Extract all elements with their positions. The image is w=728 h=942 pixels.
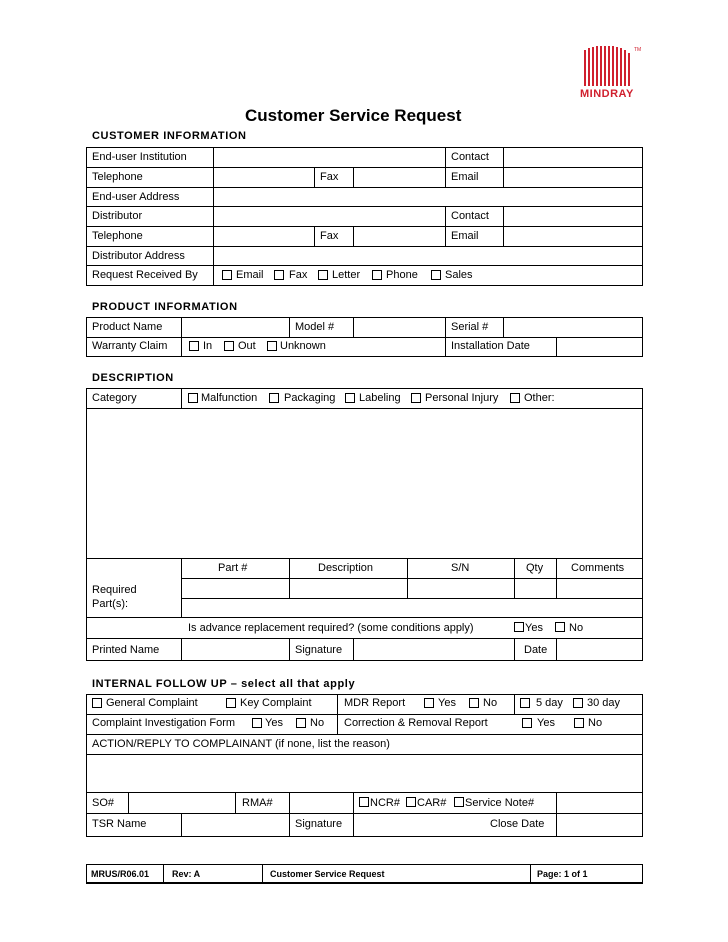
service-note-label: Service Note# <box>465 797 535 809</box>
request-received-by-label: Request Received By <box>92 269 198 281</box>
five-day-checkbox[interactable] <box>520 698 530 708</box>
distributor-telephone-field[interactable] <box>215 228 313 245</box>
ncr-checkbox[interactable] <box>359 797 369 807</box>
category-personal-injury-label: Personal Injury <box>425 392 499 404</box>
followup-signature-field[interactable] <box>355 815 483 836</box>
received-email-label: Email <box>236 269 264 281</box>
received-phone-checkbox[interactable] <box>372 270 382 280</box>
enduser-email-field[interactable] <box>505 169 641 186</box>
mdr-yes-label: Yes <box>438 697 456 709</box>
thirty-day-checkbox[interactable] <box>573 698 583 708</box>
enduser-address-field[interactable] <box>215 189 641 205</box>
category-malfunction-checkbox[interactable] <box>188 393 198 403</box>
product-info-heading: PRODUCT INFORMATION <box>92 301 238 313</box>
product-name-label: Product Name <box>92 321 163 333</box>
part-comments-header: Comments <box>571 562 625 574</box>
printed-name-field[interactable] <box>183 640 288 660</box>
warranty-claim-label: Warranty Claim <box>92 340 168 352</box>
enduser-fax-label: Fax <box>320 171 339 183</box>
distributor-fax-label: Fax <box>320 230 339 242</box>
serial-field[interactable] <box>505 319 641 336</box>
enduser-institution-label: End-user Institution <box>92 151 187 163</box>
category-label: Category <box>92 392 137 404</box>
customer-info-heading: CUSTOMER INFORMATION <box>92 130 247 142</box>
rma-label: RMA# <box>242 797 273 809</box>
distributor-address-field[interactable] <box>215 248 641 264</box>
warranty-unknown-label: Unknown <box>280 340 326 352</box>
installation-date-field[interactable] <box>558 339 641 356</box>
general-complaint-checkbox[interactable] <box>92 698 102 708</box>
warranty-unknown-checkbox[interactable] <box>267 341 277 351</box>
so-label: SO# <box>92 797 115 809</box>
so-field[interactable] <box>130 794 234 812</box>
part-description-header: Description <box>318 562 374 574</box>
investigation-yes-checkbox[interactable] <box>252 718 262 728</box>
warranty-in-label: In <box>203 340 213 352</box>
advance-no-label: No <box>569 622 584 634</box>
action-reply-field[interactable] <box>88 756 641 791</box>
part-sn-header: S/N <box>451 562 470 574</box>
key-complaint-label: Key Complaint <box>240 697 312 709</box>
footer-revision: Rev: A <box>172 869 201 879</box>
mdr-no-label: No <box>483 697 498 709</box>
product-name-field[interactable] <box>183 319 288 336</box>
part-row-1[interactable] <box>183 580 641 597</box>
correction-removal-label: Correction & Removal Report <box>344 717 488 729</box>
printed-name-label: Printed Name <box>92 644 160 656</box>
warranty-in-checkbox[interactable] <box>189 341 199 351</box>
warranty-out-label: Out <box>238 340 256 352</box>
part-number-header: Part # <box>218 562 248 574</box>
ncr-label: NCR# <box>370 797 400 809</box>
thirty-day-label: 30 day <box>587 697 621 709</box>
distributor-address-label: Distributor Address <box>92 250 185 262</box>
description-text-area[interactable] <box>88 410 641 556</box>
investigation-no-checkbox[interactable] <box>296 718 306 728</box>
received-fax-checkbox[interactable] <box>274 270 284 280</box>
correction-yes-label: Yes <box>537 717 555 729</box>
required-parts-label-line1: Required <box>92 584 137 596</box>
page-title: Customer Service Request <box>245 106 462 125</box>
footer-doc-number: MRUS/R06.01 <box>91 869 150 879</box>
advance-yes-checkbox[interactable] <box>514 622 524 632</box>
close-date-field[interactable] <box>558 815 641 836</box>
correction-yes-checkbox[interactable] <box>522 718 532 728</box>
distributor-email-field[interactable] <box>505 228 641 245</box>
mindray-logo <box>576 44 640 102</box>
distributor-telephone-label: Telephone <box>92 230 143 242</box>
category-malfunction-label: Malfunction <box>201 392 258 404</box>
logo-tm: TM <box>634 47 642 53</box>
distributor-email-label: Email <box>451 230 479 242</box>
received-phone-label: Phone <box>386 269 418 281</box>
car-label: CAR# <box>417 797 447 809</box>
warranty-out-checkbox[interactable] <box>224 341 234 351</box>
general-complaint-label: General Complaint <box>106 697 198 709</box>
tsr-name-field[interactable] <box>183 815 288 836</box>
category-personal-injury-checkbox[interactable] <box>411 393 421 403</box>
part-row-2[interactable] <box>183 600 641 616</box>
rma-field[interactable] <box>291 794 352 812</box>
part-qty-header: Qty <box>526 562 544 574</box>
signature-label: Signature <box>295 644 343 656</box>
received-fax-label: Fax <box>289 269 308 281</box>
investigation-yes-label: Yes <box>265 717 283 729</box>
logo-brand: MINDRAY <box>580 88 634 100</box>
investigation-no-label: No <box>310 717 325 729</box>
date-label: Date <box>524 644 548 656</box>
correction-no-label: No <box>588 717 603 729</box>
followup-signature-label: Signature <box>295 818 343 830</box>
advance-yes-label: Yes <box>525 622 543 634</box>
five-day-label: 5 day <box>536 697 563 709</box>
mdr-report-label: MDR Report <box>344 697 406 709</box>
mdr-yes-checkbox[interactable] <box>424 698 434 708</box>
enduser-contact-field[interactable] <box>505 149 641 166</box>
enduser-institution-field[interactable] <box>215 149 444 166</box>
description-heading: DESCRIPTION <box>92 372 174 384</box>
distributor-label: Distributor <box>92 210 143 222</box>
service-note-checkbox[interactable] <box>454 797 464 807</box>
mdr-no-checkbox[interactable] <box>469 698 479 708</box>
date-field[interactable] <box>558 640 641 660</box>
internal-followup-heading: INTERNAL FOLLOW UP – select all that apply <box>92 678 356 690</box>
received-letter-label: Letter <box>332 269 361 281</box>
car-checkbox[interactable] <box>406 797 416 807</box>
enduser-contact-label: Contact <box>451 151 489 163</box>
category-packaging-checkbox[interactable] <box>269 393 279 403</box>
category-other-checkbox[interactable] <box>510 393 520 403</box>
enduser-address-label: End-user Address <box>92 191 180 203</box>
category-packaging-label: Packaging <box>284 392 336 404</box>
received-email-checkbox[interactable] <box>222 270 232 280</box>
action-reply-label: ACTION/REPLY TO COMPLAINANT (if none, list the reason) <box>92 738 390 750</box>
category-labeling-checkbox[interactable] <box>345 393 355 403</box>
distributor-contact-label: Contact <box>451 210 489 222</box>
category-labeling-label: Labeling <box>359 392 401 404</box>
tsr-name-label: TSR Name <box>92 818 147 830</box>
logo-barcode-icon <box>576 44 640 90</box>
received-letter-checkbox[interactable] <box>318 270 328 280</box>
advance-replacement-question: Is advance replacement required? (some conditions apply) <box>188 622 474 634</box>
enduser-email-label: Email <box>451 171 479 183</box>
model-field[interactable] <box>355 319 444 336</box>
complaint-investigation-label: Complaint Investigation Form <box>92 717 236 729</box>
category-other-label: Other: <box>524 392 555 404</box>
footer-page: Page: 1 of 1 <box>537 869 588 879</box>
distributor-fax-field[interactable] <box>355 228 444 245</box>
advance-no-checkbox[interactable] <box>555 622 565 632</box>
enduser-telephone-field[interactable] <box>215 169 313 186</box>
received-sales-checkbox[interactable] <box>431 270 441 280</box>
distributor-field[interactable] <box>215 208 444 225</box>
footer-doc-title: Customer Service Request <box>270 869 385 879</box>
model-label: Model # <box>295 321 335 333</box>
distributor-contact-field[interactable] <box>505 208 641 225</box>
correction-no-checkbox[interactable] <box>574 718 584 728</box>
enduser-fax-field[interactable] <box>355 169 444 186</box>
enduser-telephone-label: Telephone <box>92 171 143 183</box>
required-parts-label-line2: Part(s): <box>92 598 129 610</box>
key-complaint-checkbox[interactable] <box>226 698 236 708</box>
received-sales-label: Sales <box>445 269 473 281</box>
installation-date-label: Installation Date <box>451 340 530 352</box>
close-date-label: Close Date <box>490 818 545 830</box>
serial-label: Serial # <box>451 321 489 333</box>
signature-field[interactable] <box>355 640 513 660</box>
